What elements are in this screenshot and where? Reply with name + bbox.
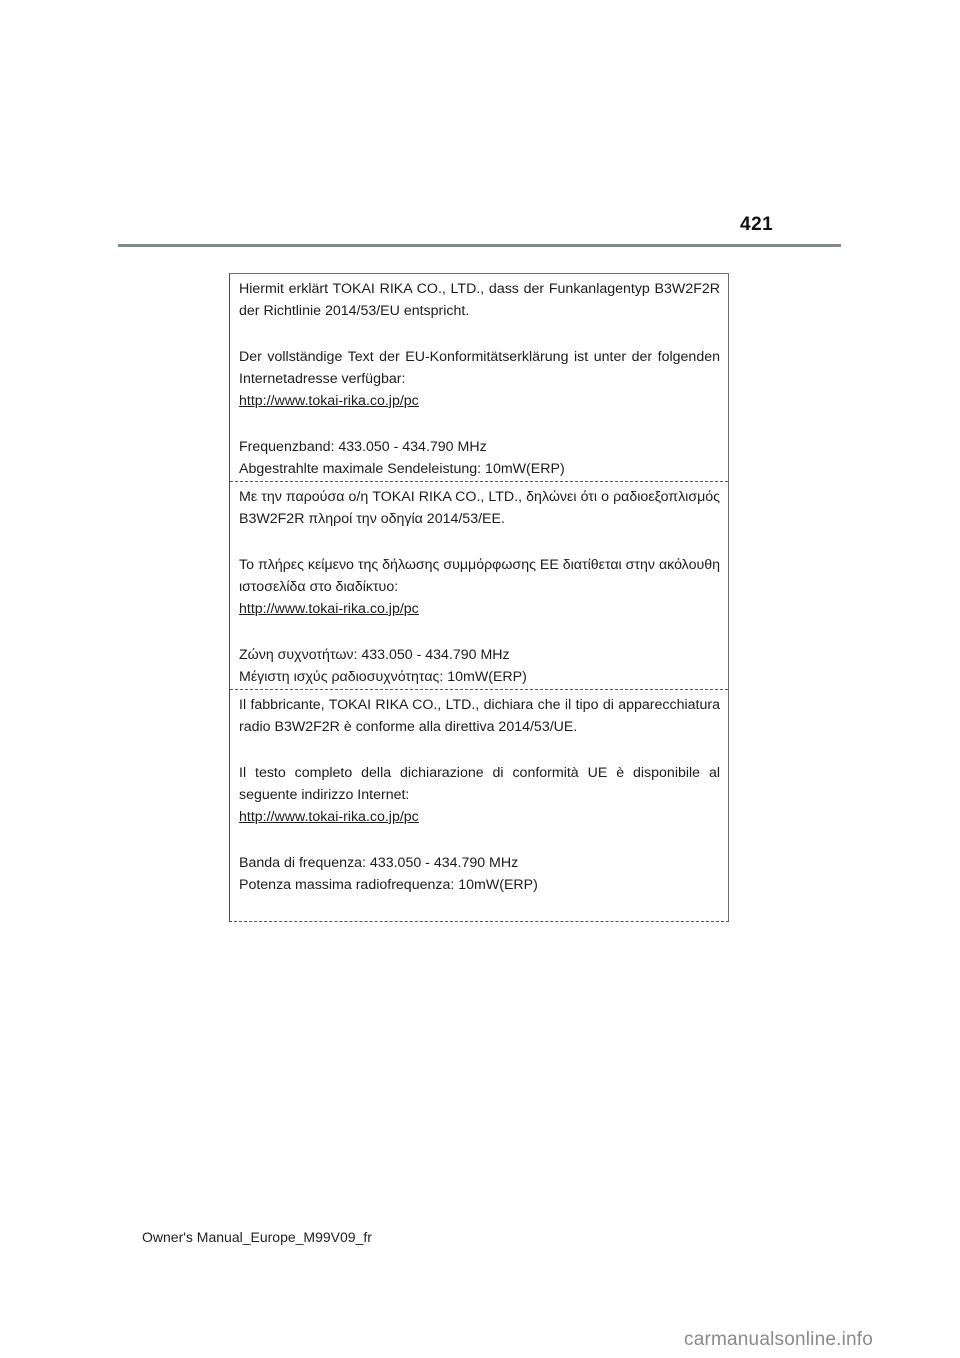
max-power: Abgestrahlte maximale Sendeleistung: 10mW(ERP): [239, 461, 565, 477]
watermark-link[interactable]: carmanualsonline.info: [684, 1329, 874, 1350]
page-number: 421: [740, 214, 774, 235]
declaration-text: Il fabbricante, TOKAI RIKA CO., LTD., dichiara che il tipo di apparecchiatura radio B3W2F2R è conforme alla direttiva 2014/53/UE.: [239, 697, 720, 735]
declaration-section-german: [230, 274, 728, 482]
max-power: Μέγιστη ισχύς ραδιοσυχνότητας: 10mW(ERP): [239, 669, 527, 685]
max-power: Potenza massima radiofrequenza: 10mW(ERP): [239, 877, 538, 893]
frequency-band: Frequenzband: 433.050 - 434.790 MHz: [239, 439, 487, 455]
full-text-intro: Το πλήρες κείμενο της δήλωσης συμμόρφωσης ΕΕ διατίθεται στην ακόλουθη ιστοσελίδα στο διαδίκτυο:: [239, 557, 720, 595]
manual-footer: Owner's Manual_Europe_M99V09_fr: [142, 1229, 372, 1245]
declaration-url-link[interactable]: http://www.tokai-rika.co.jp/pc: [239, 601, 419, 617]
declaration-url-link[interactable]: http://www.tokai-rika.co.jp/pc: [239, 809, 419, 825]
frequency-band: Banda di frequenza: 433.050 - 434.790 MHz: [239, 855, 519, 871]
eu-declaration-box: [229, 273, 729, 922]
full-text-intro: Der vollständige Text der EU-Konformitätserklärung ist unter der folgenden Internetadresse verfügbar:: [239, 349, 720, 387]
declaration-url-link[interactable]: http://www.tokai-rika.co.jp/pc: [239, 393, 419, 409]
header-rule: [118, 244, 841, 247]
frequency-band: Ζώνη συχνοτήτων: 433.050 - 434.790 MHz: [239, 647, 510, 663]
full-text-intro: Il testo completo della dichiarazione di conformità UE è disponibile al seguente indirizzo Internet:: [239, 765, 720, 803]
declaration-text: Με την παρούσα ο/η TOKAI RIKA CO., LTD., δηλώνει ότι ο ραδιοεξοπλισμός B3W2F2R πληροί την οδηγία 2014/53/ΕΕ.: [239, 489, 720, 527]
declaration-section-greek: [230, 482, 728, 690]
declaration-text: Hiermit erklärt TOKAI RIKA CO., LTD., dass der Funkanlagentyp B3W2F2R der Richtlinie 2014/53/EU entspricht.: [239, 281, 720, 319]
declaration-section-italian: [230, 690, 728, 922]
